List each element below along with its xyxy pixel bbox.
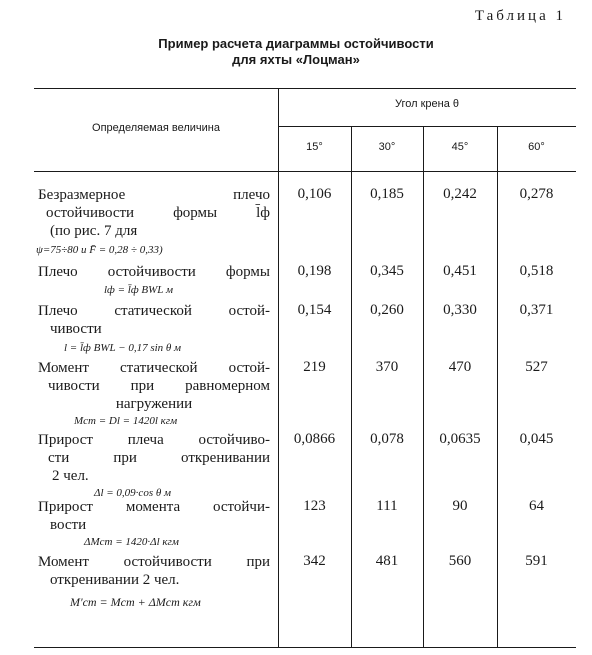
- header-bottom-rule: [34, 171, 576, 172]
- cell-value: 0,278: [519, 186, 554, 202]
- row-text-line: Момент остойчивости при: [38, 554, 270, 570]
- row-text-line: Плечо остойчивости формы: [38, 264, 270, 280]
- row-quantity: [38, 553, 270, 589]
- cell-value: 0,330: [443, 302, 477, 318]
- row-text-line: чивости при равномерном: [48, 378, 270, 394]
- cell-value: 0,371: [519, 302, 554, 318]
- cell-value: 470: [448, 359, 472, 375]
- row-text-line: Прирост момента остойчи-: [38, 499, 270, 515]
- row-text-line: Безразмерное плечо: [38, 187, 270, 203]
- cell-value: 64: [529, 498, 544, 514]
- row-quantity: [38, 263, 270, 281]
- row-text-line: откренивании 2 чел.: [50, 572, 180, 588]
- cell-value: 560: [448, 553, 472, 569]
- stability-table: [34, 88, 576, 648]
- cell-value: 342: [303, 553, 326, 569]
- row-quantity: [38, 431, 270, 485]
- row-quantity: [38, 186, 270, 240]
- table-title: [0, 36, 592, 68]
- row-formula: l = l̄ф BWL − 0,17 sin θ м: [64, 342, 182, 354]
- cell-value: 0,154: [297, 302, 332, 318]
- angle-30-header: 30°: [378, 141, 396, 153]
- quantity-header: Определяемая величина: [92, 122, 220, 134]
- title-line-2: для яхты «Лоцман»: [232, 52, 360, 67]
- cell-value: 0,260: [370, 302, 404, 318]
- row-formula: M'ст = Mст + ΔMст кгм: [70, 595, 201, 609]
- row-formula: ΔMст = 1420·Δl кгм: [84, 536, 179, 548]
- angle-15-header: 15°: [306, 141, 323, 153]
- cell-value: 527: [525, 359, 548, 375]
- cell-value: 0,451: [443, 263, 477, 279]
- row-text-line: 2 чел.: [52, 468, 89, 484]
- row-quantity: [38, 302, 270, 338]
- table-number: Таблица 1: [474, 8, 566, 24]
- cell-value: 111: [376, 498, 398, 514]
- cell-value: 0,345: [370, 263, 404, 279]
- cell-value: 0,242: [443, 186, 477, 202]
- row-quantity: [38, 498, 270, 534]
- cell-value: 0,045: [519, 431, 554, 447]
- table-top-rule: [34, 88, 576, 89]
- title-line-1: Пример расчета диаграммы остойчивости: [158, 36, 434, 51]
- row-text-line: вости: [50, 517, 87, 533]
- cell-value: 591: [525, 553, 548, 569]
- row-text-line: нагружении: [115, 396, 193, 412]
- row-formula: lф = l̄ф BWL м: [104, 284, 173, 296]
- row-quantity: [38, 359, 270, 413]
- cell-value: 123: [303, 498, 326, 514]
- row-formula: ψ=75÷80 и F̄ = 0,28 ÷ 0,33): [36, 244, 163, 256]
- cell-value: 481: [375, 553, 399, 569]
- row-text-line: (по рис. 7 для: [50, 223, 138, 239]
- cell-value: 0,0866: [293, 431, 336, 447]
- row-text-line: сти при откренивании: [48, 450, 270, 466]
- row-text-line: остойчивости формы l̄ф: [46, 205, 270, 221]
- row-text-line: чивости: [50, 321, 102, 337]
- angle-60-header: 60°: [528, 141, 545, 153]
- cell-value: 90: [452, 498, 468, 514]
- angle-header: Угол крена θ: [394, 98, 460, 110]
- angle-45-header: 45°: [451, 141, 469, 153]
- cell-value: 0,518: [519, 263, 554, 279]
- cell-value: 0,0635: [439, 431, 481, 447]
- row-text-line: Прирост плеча остойчиво-: [38, 432, 270, 448]
- cell-value: 0,185: [370, 186, 404, 202]
- cell-value: 0,078: [370, 431, 404, 447]
- row-text-line: Плечо статической остой-: [38, 303, 270, 319]
- cell-value: 0,106: [297, 186, 332, 202]
- cell-value: 219: [303, 359, 326, 375]
- angle-header-rule: [278, 126, 576, 127]
- row-text-line: Момент статической остой-: [38, 360, 270, 376]
- row-formula: Mст = Dl = 1420l кгм: [74, 415, 178, 427]
- row-formula: Δl = 0,09·cos θ м: [94, 487, 172, 499]
- table-bottom-rule: [34, 647, 576, 648]
- cell-value: 370: [375, 359, 399, 375]
- cell-value: 0,198: [297, 263, 332, 279]
